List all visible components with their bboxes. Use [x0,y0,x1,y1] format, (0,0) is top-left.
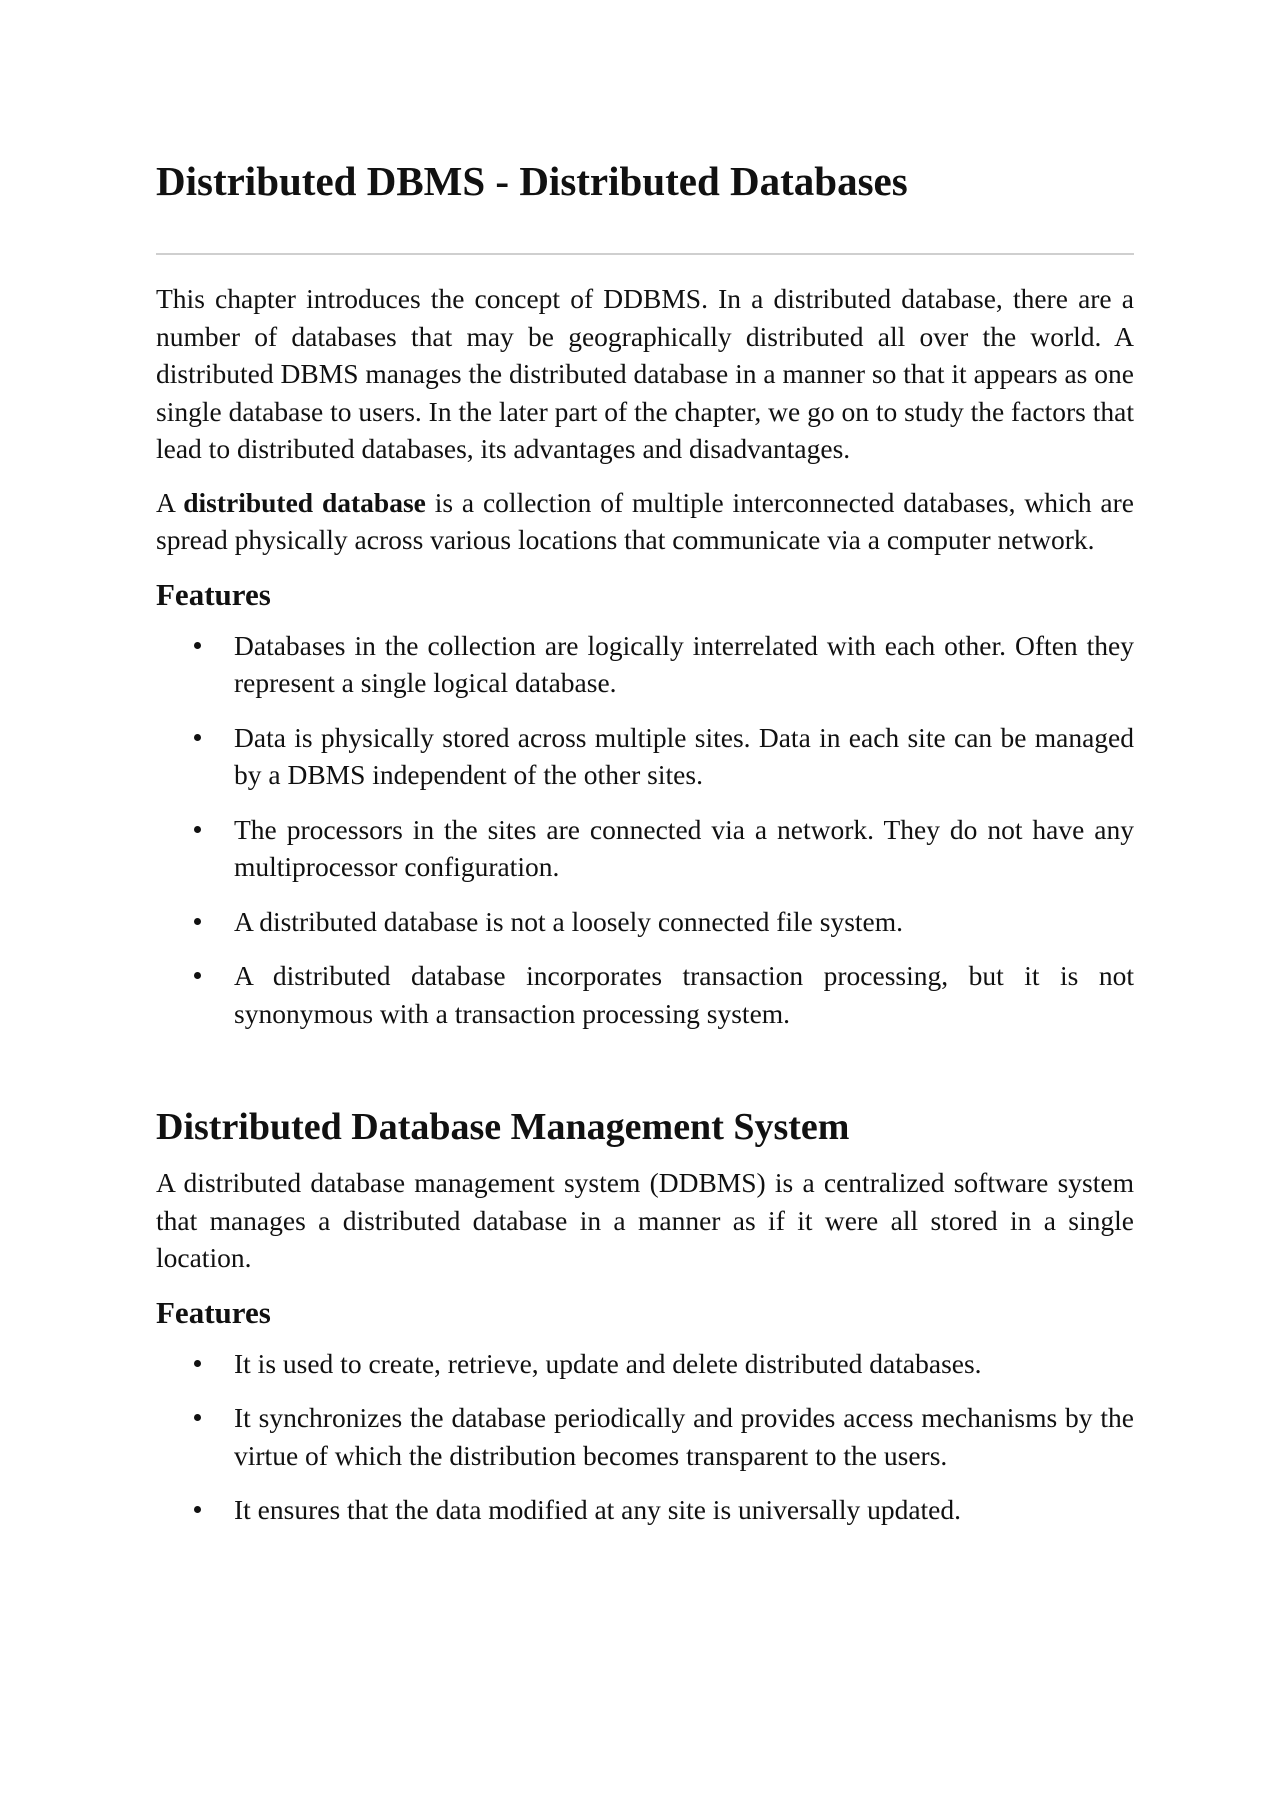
list-item [156,1345,1134,1383]
features-heading-1: Features [156,576,271,612]
bullet-icon [194,972,201,979]
list-item-text: The processors in the sites are connected via a network. They do not have any multiprocessor configuration. [234,813,1134,882]
bullet-icon [194,1506,201,1513]
definition-term: distributed database [183,486,426,518]
list-item [156,957,1134,1032]
bullet-icon [194,642,201,649]
definition-rest: is a collection of multiple interconnected databases, which are spread physically across various locations that communicate via a computer network. [156,486,1134,555]
bullet-icon [194,1414,201,1421]
list-item [156,1491,1134,1529]
bullet-icon [194,826,201,833]
intro-paragraph: This chapter introduces the concept of DDBMS. In a distributed database, there are a number of databases that may be geographically distributed all over the world. A distributed DBMS manages the distributed database in a manner so that it appears as one single database to users. In the later part of the chapter, we go on to study the factors that lead to distributed databases, its advantages and disadvantages. [156,283,1134,464]
list-item-text: It is used to create, retrieve, update and delete distributed databases. [234,1347,982,1379]
page-title: Distributed DBMS - Distributed Databases [156,158,908,204]
list-item-text: It synchronizes the database periodically and provides access mechanisms by the virtue of which the distribution becomes transparent to the users. [234,1402,1134,1471]
list-item [156,811,1134,886]
ddbms-paragraph: A distributed database management system (DDBMS) is a centralized software system that manages a distributed database in a manner as if it were all stored in a single location. [156,1167,1134,1273]
list-item [156,719,1134,794]
list-item-text: Data is physically stored across multiple sites. Data in each site can be managed by a DBMS independent of the other sites. [234,721,1134,790]
bullet-icon [194,918,201,925]
features-list-1 [156,627,1134,1033]
document-body [156,280,1134,1546]
bullet-icon [194,734,201,741]
bullet-icon [194,1360,201,1367]
list-item-text: Databases in the collection are logically interrelated with each other. Often they represent a single logical database. [234,629,1134,698]
list-item-text: A distributed database is not a loosely connected file system. [234,905,904,937]
list-item-text: A distributed database incorporates transaction processing, but it is not synonymous with a transaction processing system. [234,960,1134,1029]
list-item-text: It ensures that the data modified at any site is universally updated. [234,1494,962,1525]
features-heading-2: Features [156,1294,271,1330]
definition-lead: A [156,486,184,518]
features-list-2 [156,1345,1134,1529]
list-item [156,627,1134,702]
list-item [156,1399,1134,1474]
ddbms-heading: Distributed Database Management System [156,1106,850,1148]
definition-paragraph [156,484,1134,559]
title-divider [156,253,1134,255]
list-item [156,903,1134,941]
